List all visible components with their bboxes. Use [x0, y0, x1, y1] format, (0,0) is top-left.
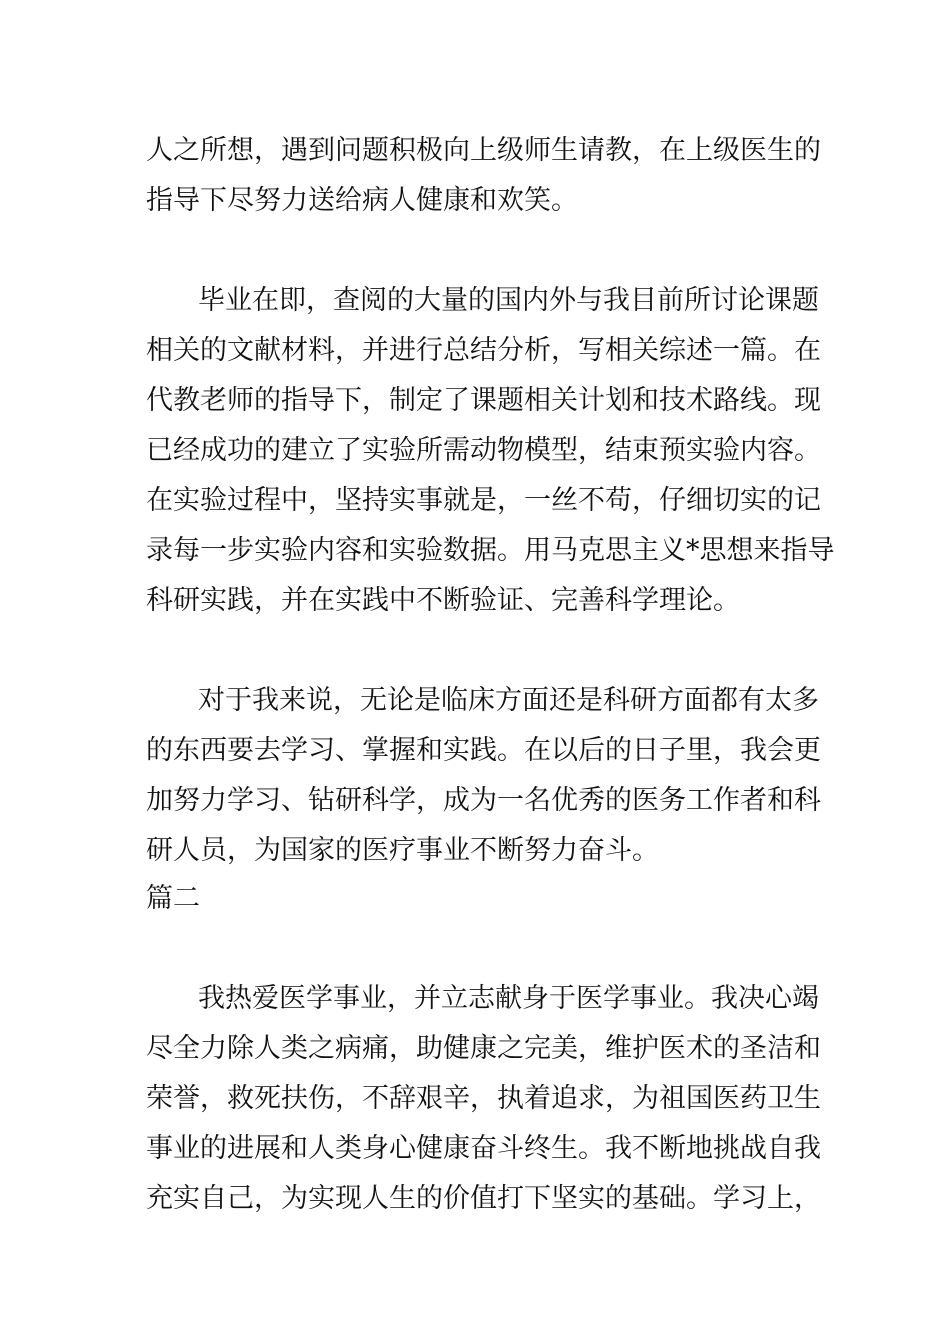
text-line: 充实自己，为实现人生的价值打下坚实的基础。学习上， [146, 1183, 821, 1214]
paragraph-start-line: 毕业在即，查阅的大量的国内外与我目前所讨论课题 [198, 285, 819, 316]
text-line: 尽全力除人类之病痛，助健康之完美，维护医术的圣洁和 [146, 1033, 821, 1064]
text-line: 的东西要去学习、掌握和实践。在以后的日子里，我会更 [146, 735, 821, 766]
text-line: 在实验过程中，坚持实事就是，一丝不苟，仔细切实的记 [146, 485, 821, 516]
text-line: 相关的文献材料，并进行总结分析，写相关综述一篇。在 [146, 335, 821, 366]
paragraph-start-line: 对于我来说，无论是临床方面还是科研方面都有太多 [198, 685, 819, 716]
text-line: 已经成功的建立了实验所需动物模型，结束预实验内容。 [146, 435, 821, 466]
text-line: 加努力学习、钻研科学，成为一名优秀的医务工作者和科 [146, 785, 821, 816]
paragraph-start-line: 我热爱医学事业，并立志献身于医学事业。我决心竭 [198, 983, 819, 1014]
text-line: 代教老师的指导下，制定了课题相关计划和技术路线。现 [146, 385, 821, 416]
text-line: 科研实践，并在实践中不断验证、完善科学理论。 [146, 585, 740, 616]
text-line: 录每一步实验内容和实验数据。用马克思主义*思想来指导 [146, 535, 835, 566]
section-heading: 篇二 [146, 883, 200, 914]
text-line: 事业的进展和人类身心健康奋斗终生。我不断地挑战自我 [146, 1133, 821, 1164]
text-line: 指导下尽努力送给病人健康和欢笑。 [146, 185, 578, 216]
text-line: 研人员，为国家的医疗事业不断努力奋斗。 [146, 835, 659, 866]
text-line: 荣誉，救死扶伤，不辞艰辛，执着追求，为祖国医药卫生 [146, 1083, 821, 1114]
text-line: 人之所想，遇到问题积极向上级师生请教，在上级医生的 [146, 135, 821, 166]
